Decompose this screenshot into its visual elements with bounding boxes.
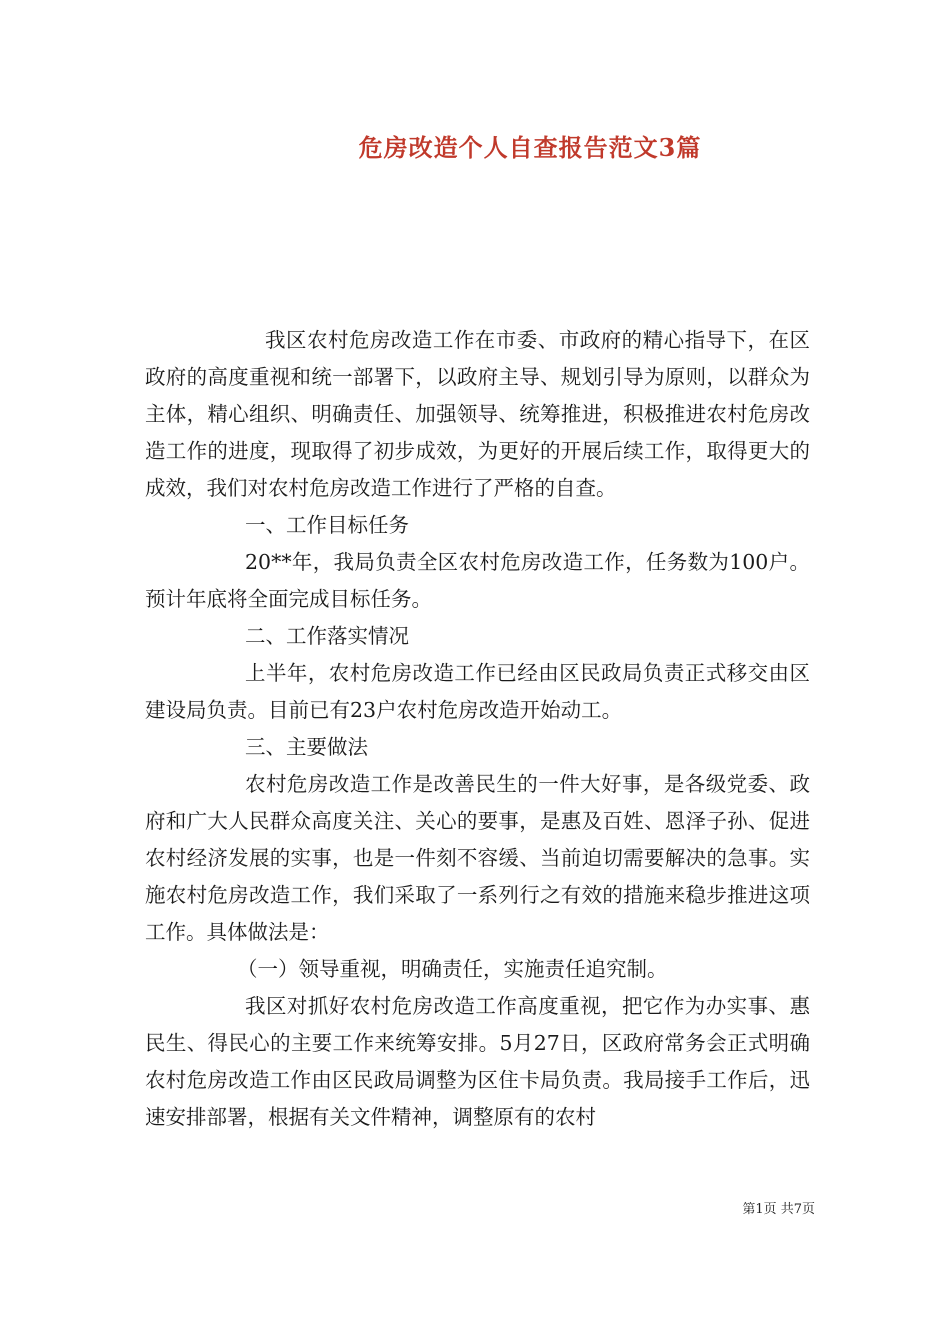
subsection-heading-1: （一）领导重视，明确责任，实施责任追究制。 — [237, 957, 668, 981]
paragraph-methods: 农村危房改造工作是改善民生的一件大好事，是各级党委、政府和广大人民群众高度关注、关心的要事，是惠及百姓、恩泽子孙、促进农村经济发展的实事，也是一件刻不容缓、当前迫切需要解决的急事。实施农村危房改造工作，我们采取了一系列行之有效的措施来稳步推进这项工作。具体做法是： — [145, 772, 810, 944]
document-title: 危房改造个人自查报告范文3篇 — [358, 133, 702, 162]
document-body — [145, 322, 810, 1136]
page-number: 第1页 共7页 — [742, 1202, 815, 1217]
section-heading-2: 二、工作落实情况 — [245, 624, 409, 648]
paragraph-leadership: 我区对抓好农村危房改造工作高度重视，把它作为办实事、惠民生、得民心的主要工作来统筹安排。5月27日，区政府常务会正式明确农村危房改造工作由区民政局调整为区住卡局负责。我局接手工作后，迅速安排部署，根据有关文件精神，调整原有的农村 — [145, 994, 810, 1129]
section-heading-1: 一、工作目标任务 — [245, 513, 409, 537]
paragraph-targets: 20**年，我局负责全区农村危房改造工作，任务数为100户。预计年底将全面完成目标任务。 — [145, 550, 810, 611]
paragraph-intro: 我区农村危房改造工作在市委、市政府的精心指导下，在区政府的高度重视和统一部署下，以政府主导、规划引导为原则，以群众为主体，精心组织、明确责任、加强领导、统筹推进，积极推进农村危房改造工作的进度，现取得了初步成效，为更好的开展后续工作，取得更大的成效，我们对农村危房改造工作进行了严格的自查。 — [145, 328, 810, 500]
paragraph-implementation: 上半年，农村危房改造工作已经由区民政局负责正式移交由区建设局负责。目前已有23户农村危房改造开始动工。 — [145, 661, 810, 722]
section-heading-3: 三、主要做法 — [245, 735, 368, 759]
